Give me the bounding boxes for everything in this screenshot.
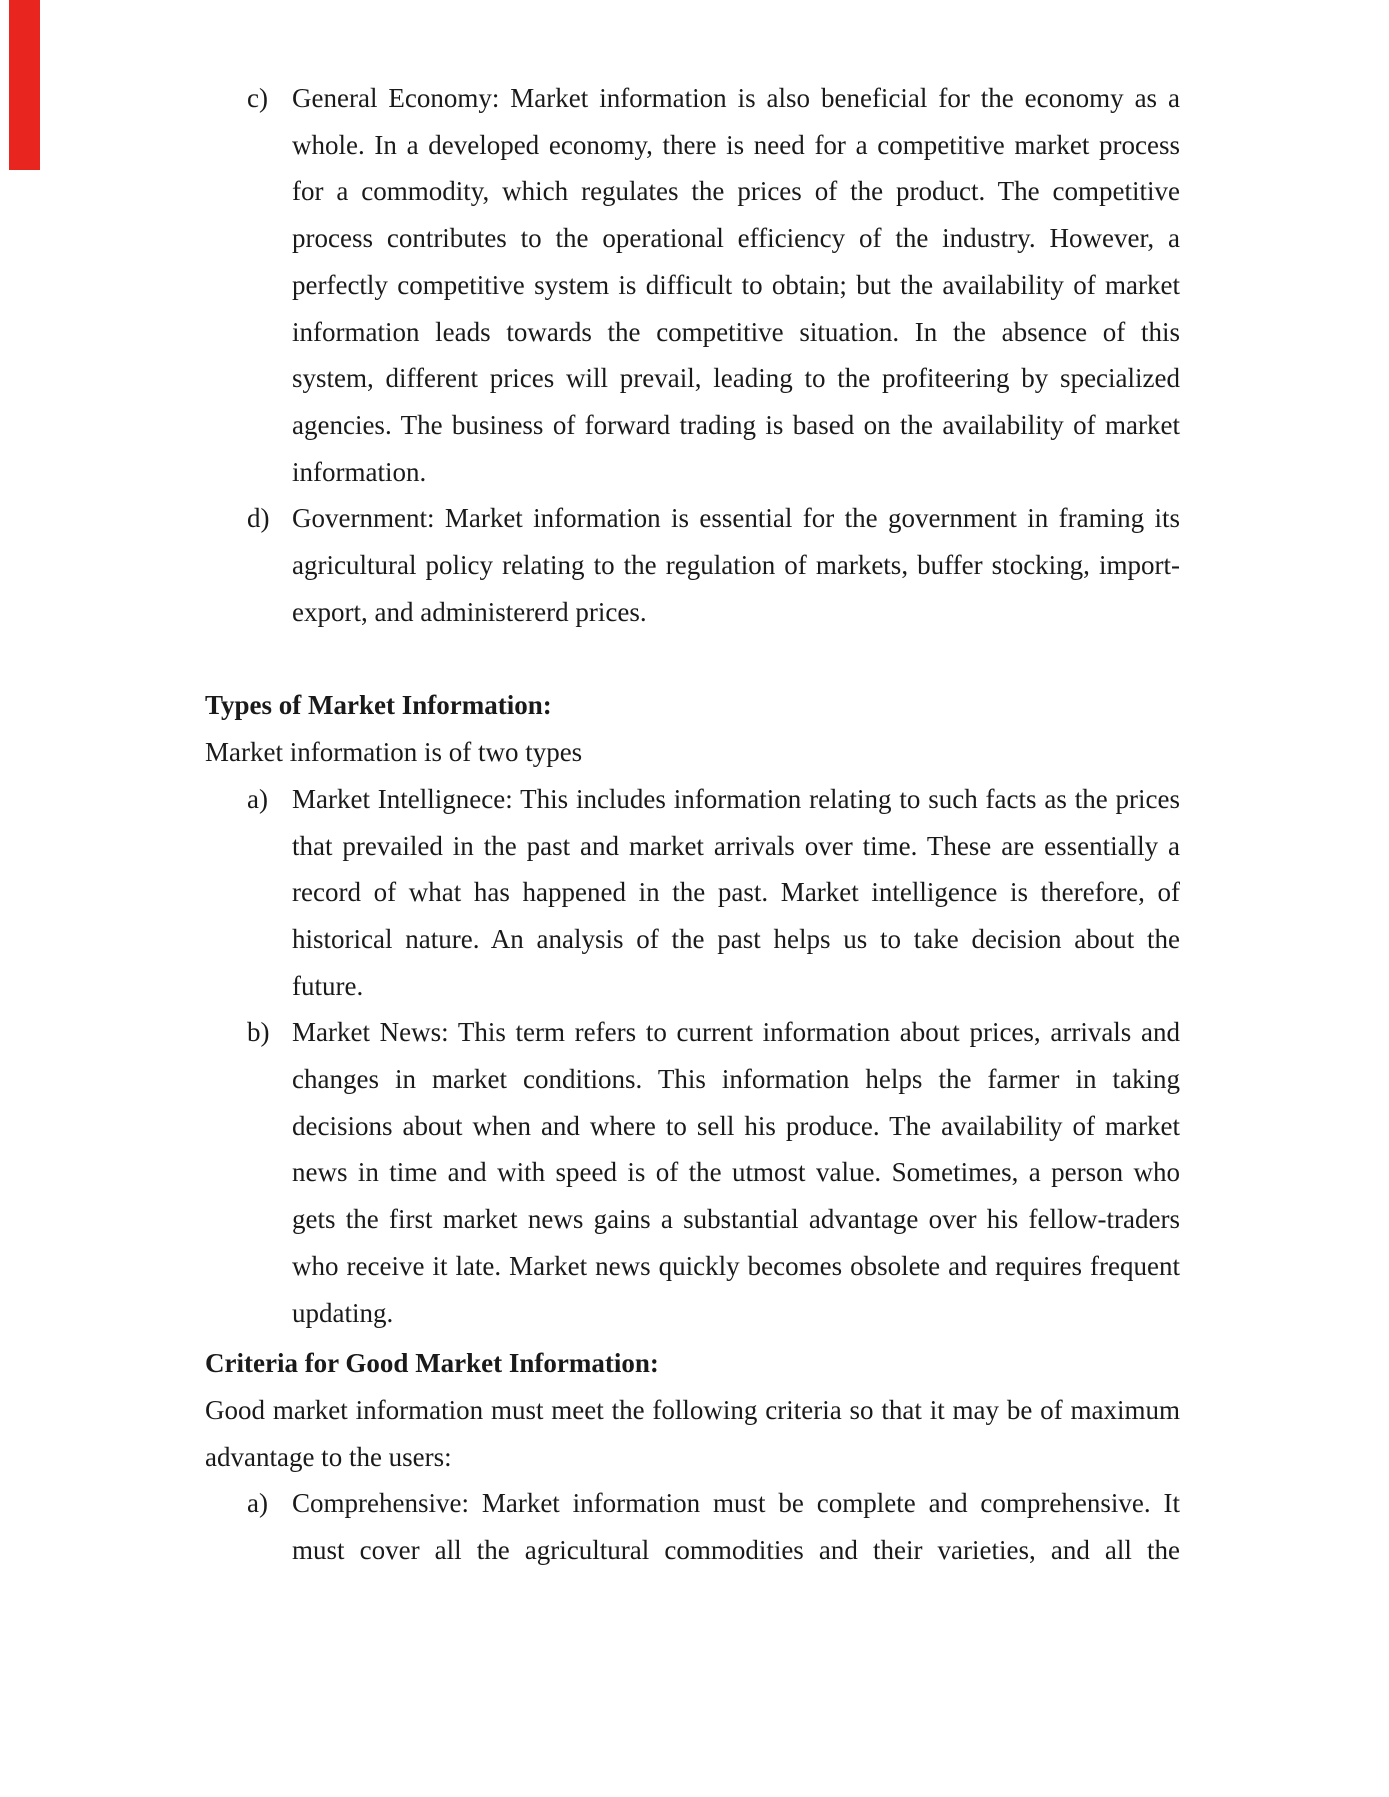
text-line: Good market information must meet the following criteria so that it may be of maximum <box>205 1394 1180 1425</box>
text-line: that prevailed in the past and market arrivals over time. These are essentially a <box>292 830 1180 861</box>
text-line: changes in market conditions. This information helps the farmer in taking <box>292 1064 1180 1095</box>
document-content <box>205 75 1180 1574</box>
text-line: agencies. The business of forward trading is based on the availability of market <box>292 409 1180 440</box>
list-marker: a) <box>247 1488 268 1519</box>
section-heading <box>205 1340 1180 1387</box>
text-line: Criteria for Good Market Information: <box>205 1348 659 1379</box>
text-line: news in time and with speed is of the utmost value. Sometimes, a person who <box>292 1157 1180 1188</box>
list-marker: c) <box>247 83 268 113</box>
list-marker: a) <box>247 783 268 814</box>
text-line: updating. <box>292 1297 394 1328</box>
text-line: future. <box>292 970 364 1001</box>
text-line: process contributes to the operational efficiency of the industry. However, a <box>292 223 1180 254</box>
text-line: agricultural policy relating to the regulation of markets, buffer stocking, import- <box>292 550 1180 581</box>
list-marker: b) <box>247 1017 270 1048</box>
text-line: historical nature. An analysis of the past helps us to take decision about the <box>292 923 1180 954</box>
text-line: whole. In a developed economy, there is need for a competitive market process <box>292 129 1180 160</box>
paragraph-spacer <box>205 635 1180 682</box>
red-highlight-marker <box>9 0 40 170</box>
text-line: Market information is of two types <box>205 737 583 768</box>
text-line: General Economy: Market information is also beneficial for the economy as a <box>292 83 1180 113</box>
text-line: export, and administererd prices. <box>292 596 647 627</box>
list-item <box>205 776 1180 1010</box>
list-item <box>205 1480 1180 1573</box>
text-line: Market Intellignece: This includes information relating to such facts as the prices <box>292 783 1180 814</box>
text-line: information leads towards the competitive situation. In the absence of this <box>292 316 1180 347</box>
text-line: for a commodity, which regulates the prices of the product. The competitive <box>292 176 1180 207</box>
text-line: who receive it late. Market news quickly becomes obsolete and requires frequent <box>292 1250 1180 1281</box>
text-line: record of what has happened in the past. Market intelligence is therefore, of <box>292 877 1180 908</box>
list-item <box>205 495 1180 635</box>
paragraph-block <box>205 1387 1180 1480</box>
list-marker: d) <box>247 503 270 534</box>
text-line: Comprehensive: Market information must be complete and comprehensive. It <box>292 1488 1180 1519</box>
text-line: information. <box>292 456 427 487</box>
paragraph-block <box>205 729 1180 776</box>
list-item <box>205 75 1180 495</box>
text-line: Types of Market Information: <box>205 690 552 721</box>
text-line: advantage to the users: <box>205 1441 452 1472</box>
section-heading <box>205 682 1180 729</box>
text-line: perfectly competitive system is difficult to obtain; but the availability of market <box>292 269 1180 300</box>
text-line: Government: Market information is essential for the government in framing its <box>292 503 1180 534</box>
text-line: Market News: This term refers to current information about prices, arrivals and <box>292 1017 1180 1048</box>
text-line: system, different prices will prevail, leading to the profiteering by specialized <box>292 363 1180 394</box>
text-line: decisions about when and where to sell his produce. The availability of market <box>292 1110 1180 1141</box>
list-item <box>205 1009 1180 1336</box>
text-line: must cover all the agricultural commodities and their varieties, and all the <box>292 1535 1180 1566</box>
text-line: gets the first market news gains a substantial advantage over his fellow-traders <box>292 1204 1180 1235</box>
